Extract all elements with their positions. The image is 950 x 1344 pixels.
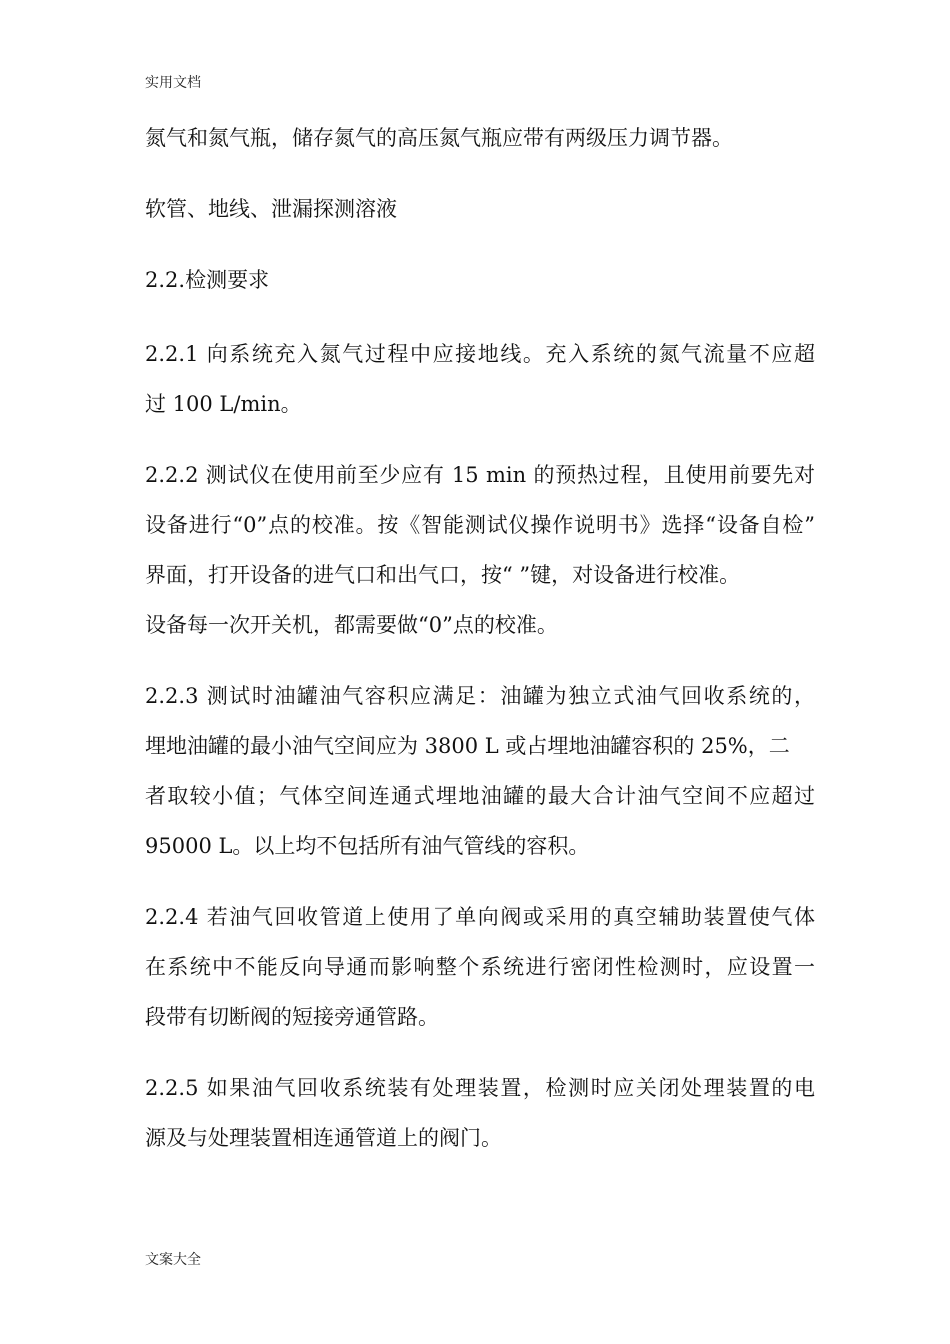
- page-header: 实用文档: [145, 75, 201, 91]
- text-line: 95000 L。以上均不包括所有油气管线的容积。: [145, 834, 590, 858]
- text-line: 者取较小值；气体空间连通式埋地油罐的最大合计油气空间不应超过: [145, 784, 815, 808]
- text-line: 2.2.1 向系统充入氮气过程中应接地线。充入系统的氮气流量不应超: [145, 342, 815, 366]
- section-heading: 2.2.检测要求: [145, 268, 270, 292]
- text-line: 2.2.4 若油气回收管道上使用了单向阀或采用的真空辅助装置使气体: [145, 905, 815, 929]
- text-line: 2.2.2 测试仪在使用前至少应有 15 min 的预热过程，且使用前要先对: [145, 463, 815, 487]
- text-line: 段带有切断阀的短接旁通管路。: [145, 1005, 439, 1029]
- text-line: 软管、地线、泄漏探测溶液: [145, 197, 397, 221]
- text-line: 源及与处理装置相连通管道上的阀门。: [145, 1126, 502, 1150]
- text-line: 埋地油罐的最小油气空间应为 3800 L 或占埋地油罐容积的 25%，二: [145, 734, 790, 758]
- text-line: 氮气和氮气瓶，储存氮气的高压氮气瓶应带有两级压力调节器。: [145, 126, 733, 150]
- text-line: 界面，打开设备的进气口和出气口，按“ ”键，对设备进行校准。: [145, 563, 741, 587]
- text-line: 2.2.3 测试时油罐油气容积应满足：油罐为独立式油气回收系统的，: [145, 684, 815, 708]
- text-line: 2.2.5 如果油气回收系统装有处理装置，检测时应关闭处理装置的电: [145, 1076, 815, 1100]
- text-line: 在系统中不能反向导通而影响整个系统进行密闭性检测时，应设置一: [145, 955, 815, 979]
- text-line: 设备每一次开关机，都需要做“0”点的校准。: [145, 613, 558, 637]
- text-line: 过 100 L/min。: [145, 392, 302, 416]
- page-footer: 文案大全: [145, 1252, 201, 1268]
- text-line: 设备进行“0”点的校准。按《智能测试仪操作说明书》选择“设备自检”: [145, 513, 815, 537]
